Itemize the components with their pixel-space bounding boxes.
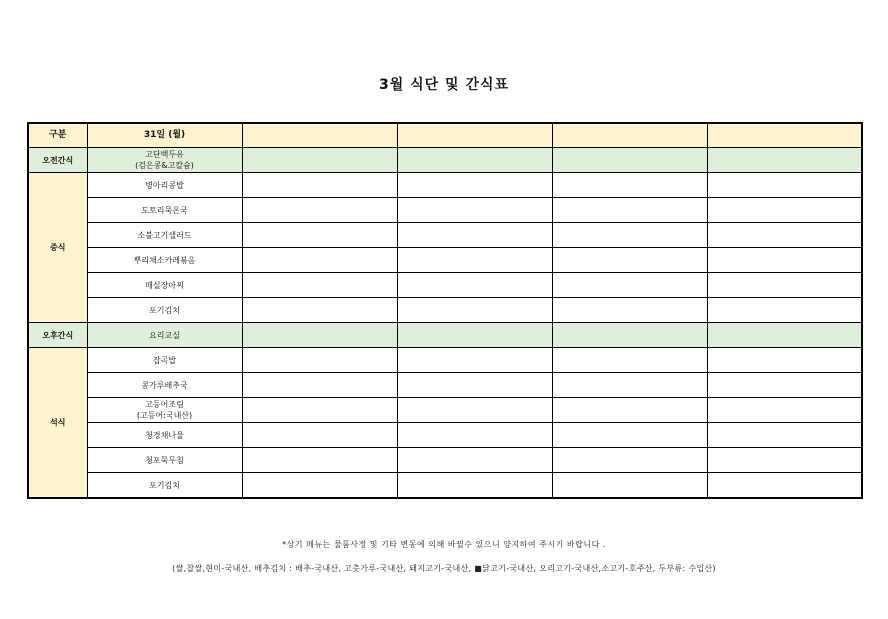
lunch-item: 병아리콩밥 <box>87 173 242 198</box>
table-cell <box>552 223 707 248</box>
table-cell <box>552 298 707 323</box>
table-cell <box>707 448 862 473</box>
table-cell <box>552 148 707 173</box>
table-cell <box>397 448 552 473</box>
table-cell <box>397 173 552 198</box>
table-cell <box>242 398 397 423</box>
table-cell <box>242 273 397 298</box>
morning-snack-item <box>87 148 242 173</box>
table-cell <box>397 298 552 323</box>
dinner-item: 콩가루배추국 <box>87 373 242 398</box>
table-cell <box>707 373 862 398</box>
table-cell <box>242 448 397 473</box>
header-day-1: 31일 (월) <box>87 123 242 148</box>
page-title: 3월 식단 및 간식표 <box>378 77 510 93</box>
table-cell <box>707 273 862 298</box>
table-cell <box>552 398 707 423</box>
header-day-2 <box>242 123 397 148</box>
table-cell <box>242 373 397 398</box>
table-cell <box>552 373 707 398</box>
table-cell <box>552 348 707 373</box>
table-cell <box>552 198 707 223</box>
table-cell <box>707 398 862 423</box>
dinner-item-line2: (고등어:국내산) <box>136 411 193 420</box>
lunch-item: 소불고기샐러드 <box>87 223 242 248</box>
lunch-row <box>28 223 862 248</box>
table-cell <box>242 298 397 323</box>
table-cell <box>707 198 862 223</box>
morning-snack-label: 오전간식 <box>28 148 87 173</box>
header-day-4 <box>552 123 707 148</box>
dinner-item-line1: 고등어조림 <box>145 400 184 409</box>
table-cell <box>552 448 707 473</box>
lunch-row <box>28 298 862 323</box>
header-category: 구분 <box>28 123 87 148</box>
table-cell <box>397 373 552 398</box>
table-cell <box>707 348 862 373</box>
afternoon-snack-label: 오후간식 <box>28 323 87 348</box>
dinner-row <box>28 373 862 398</box>
table-cell <box>552 323 707 348</box>
lunch-item: 뿌리채소카레볶음 <box>87 248 242 273</box>
lunch-label: 중식 <box>28 173 87 323</box>
table-cell <box>242 148 397 173</box>
dinner-label: 석식 <box>28 348 87 499</box>
table-cell <box>707 298 862 323</box>
table-cell <box>397 398 552 423</box>
lunch-row <box>28 248 862 273</box>
table-cell <box>397 473 552 499</box>
morning-snack-item-line1: 고단백두유 <box>145 150 184 159</box>
dinner-item: 잡곡밥 <box>87 348 242 373</box>
table-cell <box>397 248 552 273</box>
table-cell <box>242 173 397 198</box>
table-cell <box>242 348 397 373</box>
dinner-row <box>28 348 862 373</box>
dinner-item: 청포묵무침 <box>87 448 242 473</box>
table-cell <box>397 423 552 448</box>
lunch-row <box>28 173 862 198</box>
table-cell <box>397 323 552 348</box>
table-cell <box>552 248 707 273</box>
dinner-item <box>87 398 242 423</box>
lunch-item: 도토리묵온국 <box>87 198 242 223</box>
table-cell <box>707 423 862 448</box>
table-cell <box>242 248 397 273</box>
table-cell <box>397 223 552 248</box>
dinner-row <box>28 448 862 473</box>
lunch-row <box>28 273 862 298</box>
table-cell <box>552 473 707 499</box>
morning-snack-item-line2: (검은콩&고칼슘) <box>135 161 194 170</box>
table-cell <box>242 423 397 448</box>
table-cell <box>397 273 552 298</box>
morning-snack-row <box>28 148 862 173</box>
table-cell <box>397 348 552 373</box>
table-cell <box>552 173 707 198</box>
table-cell <box>707 173 862 198</box>
header-row <box>28 123 862 148</box>
menu-table <box>27 122 863 499</box>
table-cell <box>397 148 552 173</box>
menu-change-notice: *상기 메뉴는 물품사정 및 기타 변동에 의해 바뀔수 있으니 양지하여 주시기 바랍니다 . <box>282 540 606 549</box>
dinner-row <box>28 398 862 423</box>
lunch-row <box>28 198 862 223</box>
table-cell <box>552 423 707 448</box>
dinner-row <box>28 423 862 448</box>
table-cell <box>242 473 397 499</box>
lunch-item: 포기김치 <box>87 298 242 323</box>
table-cell <box>707 473 862 499</box>
origin-notice: (쌀,찹쌀,현미-국내산, 배추김치 : 배추-국내산, 고춧가루-국내산, 돼지고기-국내산, ■닭고기-국내산, 오리고기-국내산,소고기-호주산, 두부류: 수입산) <box>172 564 716 573</box>
table-cell <box>552 273 707 298</box>
table-cell <box>242 223 397 248</box>
dinner-row <box>28 473 862 499</box>
lunch-item: 매실장아찌 <box>87 273 242 298</box>
afternoon-snack-row <box>28 323 862 348</box>
table-cell <box>397 198 552 223</box>
table-cell <box>242 323 397 348</box>
table-cell <box>242 198 397 223</box>
dinner-item: 포기김치 <box>87 473 242 499</box>
table-cell <box>707 248 862 273</box>
table-cell <box>707 323 862 348</box>
header-day-5 <box>707 123 862 148</box>
table-cell <box>707 223 862 248</box>
header-day-3 <box>397 123 552 148</box>
dinner-item: 청경채나물 <box>87 423 242 448</box>
afternoon-snack-item: 요리교실 <box>87 323 242 348</box>
table-cell <box>707 148 862 173</box>
